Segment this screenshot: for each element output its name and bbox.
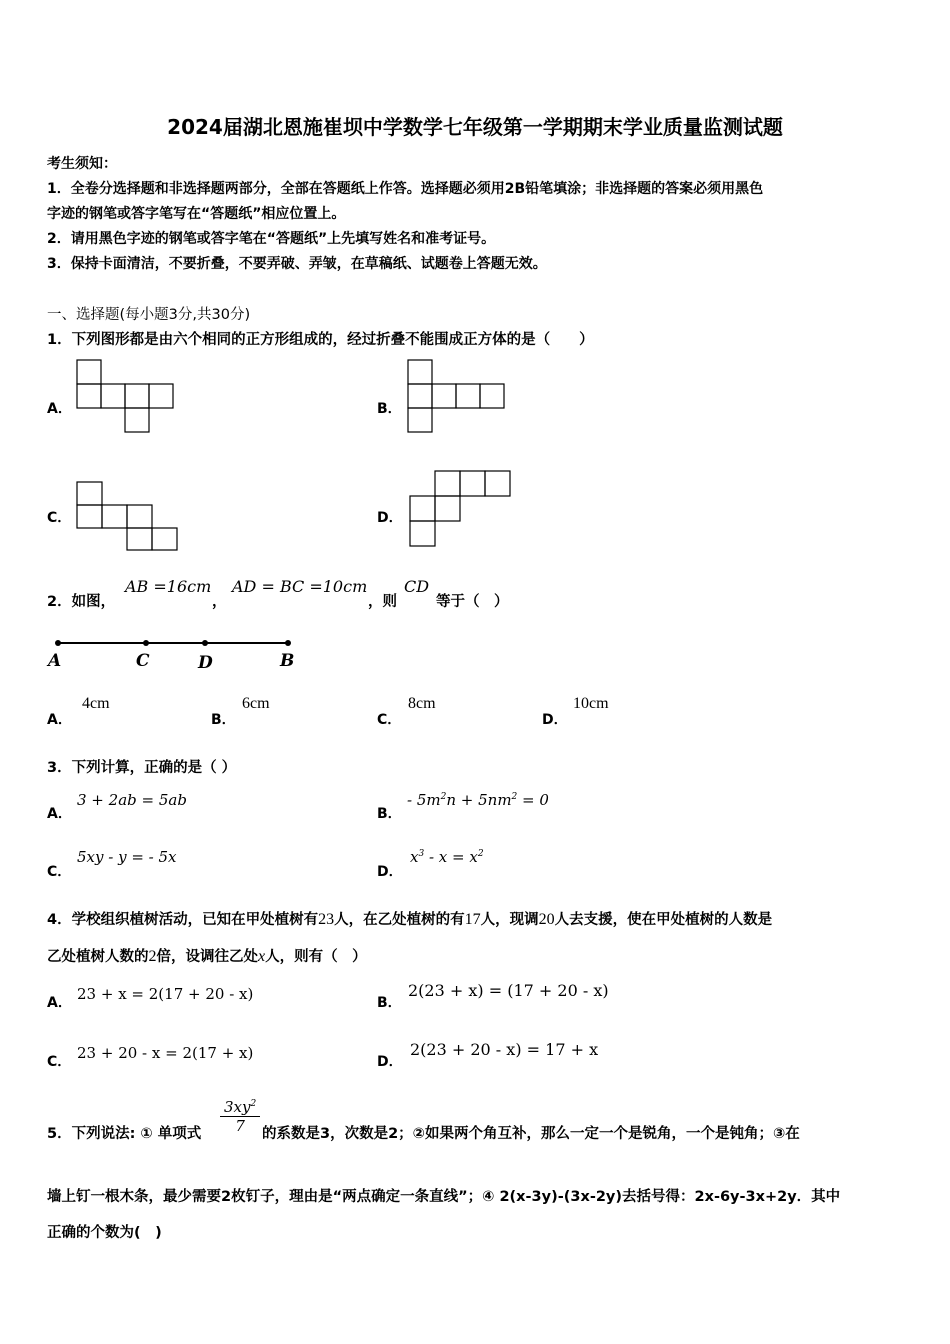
- q1-net-d: [409, 470, 513, 548]
- q3-option-d-label: D．: [377, 864, 403, 880]
- q1-stem: 1．下列图形都是由六个相同的正方形组成的，经过折叠不能围成正方体的是（ ）: [47, 332, 594, 348]
- q2-point-a-label: A: [48, 651, 62, 671]
- q2-option-c-label: C．: [377, 712, 402, 728]
- q1-option-c-label: C．: [47, 510, 72, 526]
- q2-cd-expression: CD: [404, 577, 430, 596]
- notice-heading: 考生须知：: [47, 156, 117, 172]
- q5-line-3: 正确的个数为( ): [47, 1225, 162, 1241]
- q3-option-b-expression: - $5m^2n + 5nm^2 = 0$: [407, 791, 549, 809]
- q2-option-d-value: 10cm: [573, 695, 609, 712]
- q5-line-2: 墙上钉一根木条，最少需要2枚钉子，理由是“两点确定一条直线”；④ 2(x-3y)-(3x-2y)去括号得：2x-6y-3x+2y．其中: [47, 1189, 841, 1205]
- q2-option-a-value: 4cm: [82, 695, 110, 712]
- q2-point-b-label: B: [280, 651, 295, 671]
- q5-stem-prefix: 5．下列说法: ① 单项式: [47, 1126, 202, 1142]
- q3-option-a-expression: 3 + 2ab = 5ab: [77, 791, 187, 809]
- q2-then: ，则: [368, 594, 397, 610]
- q1-option-b-label: B．: [377, 401, 402, 417]
- q4-stem-line-2: 乙处植树人数的2倍，设调往乙处x人，则有（ ）: [47, 948, 367, 965]
- notice-line-1b: 字迹的钢笔或答字笔写在“答题纸”相应位置上。: [47, 206, 346, 222]
- notice-line-1a: 1．全卷分选择题和非选择题两部分，全部在答题纸上作答。选择题必须用2B铅笔填涂；非选择题的答案必须用黑色: [47, 181, 764, 197]
- page-title: 2024届湖北恩施崔坝中学数学七年级第一学期期末学业质量监测试题: [167, 115, 783, 139]
- q1-net-c: [76, 481, 180, 551]
- q1-net-a: [76, 359, 178, 433]
- q2-option-b-label: B．: [211, 712, 236, 728]
- q2-segment-figure: [45, 632, 300, 677]
- q2-point-c-label: C: [136, 651, 150, 671]
- q1-net-b: [407, 359, 505, 433]
- q2-stem-suffix: 等于（ ）: [436, 594, 509, 610]
- q3-option-c-label: C．: [47, 864, 72, 880]
- q2-comma: ，: [212, 594, 227, 610]
- q2-option-d-label: D．: [542, 712, 568, 728]
- q2-option-a-label: A．: [47, 712, 72, 728]
- q4-option-d-expression: 2(23 + 20 - x) = 17 + x: [410, 1040, 599, 1059]
- q4-option-c-expression: 23 + 20 - x = 2(17 + x): [77, 1044, 254, 1062]
- q4-stem-line-1: 4．学校组织植树活动，已知在甲处植树有23人，在乙处植树的有17人，现调20人去支援，使在甲处植树的人数是: [47, 911, 773, 928]
- section-heading: 一、选择题(每小题3分,共30分): [47, 307, 251, 323]
- q4-option-b-expression: 2(23 + x) = (17 + 20 - x): [408, 981, 609, 1000]
- q4-option-c-label: C．: [47, 1054, 72, 1070]
- notice-line-3: 3．保持卡面清洁，不要折叠，不要弄破、弄皱，在草稿纸、试题卷上答题无效。: [47, 256, 547, 272]
- q3-option-a-label: A．: [47, 806, 72, 822]
- q4-option-d-label: D．: [377, 1054, 403, 1070]
- q3-stem: 3．下列计算，正确的是（ ）: [47, 760, 237, 776]
- q4-option-a-label: A．: [47, 995, 72, 1011]
- q4-option-a-expression: 23 + x = 2(17 + 20 - x): [77, 985, 254, 1003]
- q2-ab-expression: AB =16cm: [125, 577, 212, 596]
- q5-stem-rest: 的系数是3，次数是2；②如果两个角互补，那么一定一个是锐角，一个是钝角；③在: [262, 1126, 800, 1142]
- q3-option-c-expression: 5xy - y = - 5x: [77, 848, 177, 866]
- q3-option-b-label: B．: [377, 806, 402, 822]
- q2-option-b-value: 6cm: [242, 695, 270, 712]
- q5-fraction: $\frac{3xy^2}{7}$: [220, 1098, 260, 1135]
- q2-point-d-label: D: [198, 653, 213, 673]
- q4-option-b-label: B．: [377, 995, 402, 1011]
- notice-line-2: 2．请用黑色字迹的钢笔或答字笔在“答题纸”上先填写姓名和准考证号。: [47, 231, 496, 247]
- q1-option-a-label: A．: [47, 401, 72, 417]
- q1-option-d-label: D．: [377, 510, 403, 526]
- q2-option-c-value: 8cm: [408, 695, 436, 712]
- q3-option-d-expression: $x^3 - x = x^2$: [410, 848, 484, 866]
- q2-adbc-expression: AD = BC =10cm: [232, 577, 368, 596]
- q2-stem-prefix: 2．如图，: [47, 594, 116, 610]
